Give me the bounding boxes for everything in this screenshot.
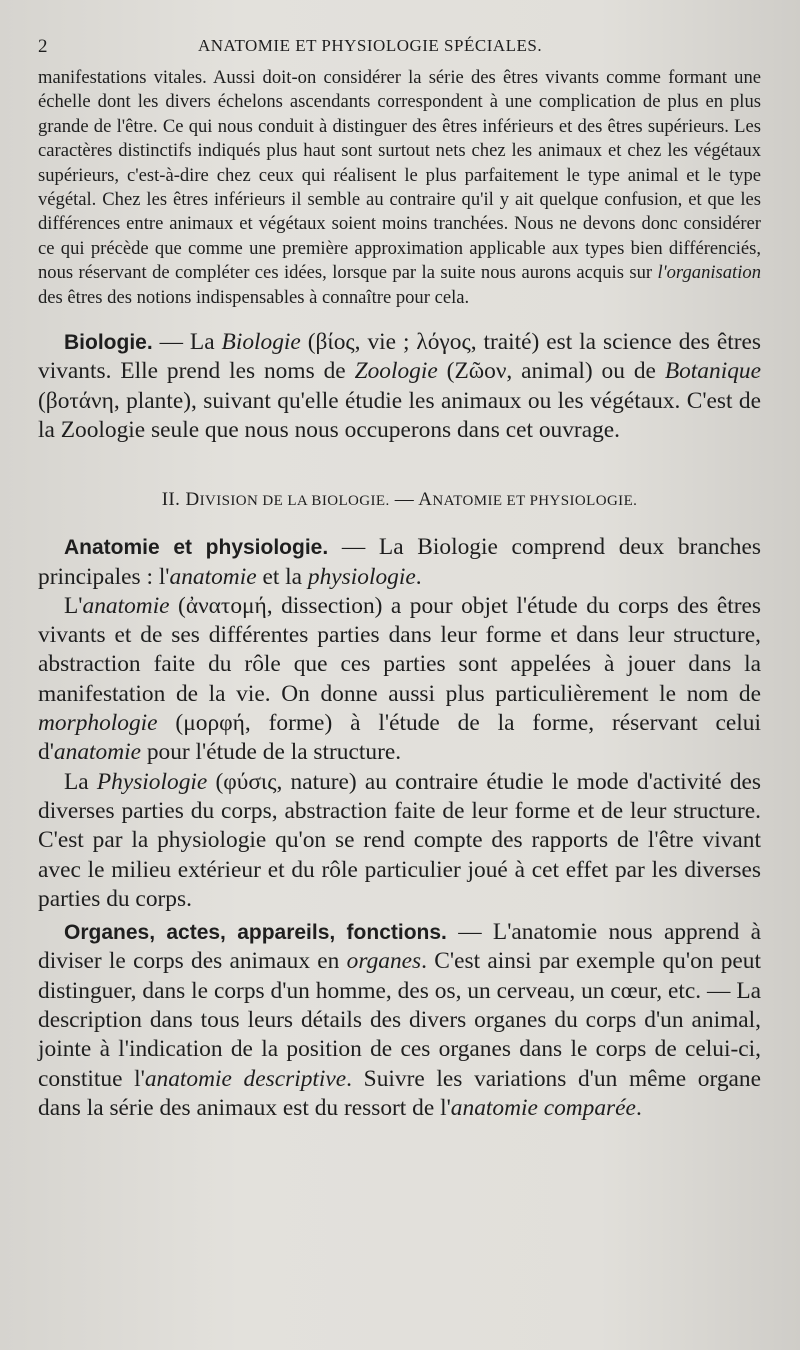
section-title-rest: IVISION DE LA BIOLOGIE. bbox=[199, 493, 390, 510]
page-content bbox=[38, 66, 761, 1123]
section-title bbox=[38, 489, 761, 511]
section-title-initial: A bbox=[418, 489, 433, 511]
paragraph-text: . Suivre les variations d'un même organe dans la série des animaux est du ressort de l' bbox=[38, 1065, 761, 1121]
paragraph-text: (μορφή, forme) à l'étude de la forme, réservant celui d' bbox=[38, 710, 761, 766]
paragraph-anatomie-et-physiologie bbox=[38, 533, 761, 592]
paragraph-text: L' bbox=[64, 592, 83, 619]
paragraph-text: (ἀνατομή, dissection) a pour objet l'étude du corps des êtres vivants et de ses différentes parties dans leur forme et dans leur structure, abstraction faite du rôle que ces parties sont appelées à jouer dans la manifestation de la vie. On donne aussi plus particulièrement le nom de bbox=[38, 592, 761, 707]
paragraph-organes bbox=[38, 918, 761, 1123]
paragraph-text: . C'est ainsi par exemple qu'on peut distinguer, dans le corps d'un homme, des os, un cerveau, un cœur, etc. — La description dans tous leurs détails des divers organes du corps d'un animal, jointe à l'indication de la position de ces organes dans le corps de celui-ci, constitue l' bbox=[38, 948, 761, 1092]
paragraph-text: — La Biologie comprend deux branches principales : l' bbox=[38, 534, 761, 590]
page-header bbox=[38, 36, 768, 62]
emphasis-text: anatomie comparée bbox=[450, 1094, 636, 1121]
emphasis-text: anatomie bbox=[82, 592, 170, 619]
emphasis-text: l'organisation bbox=[657, 262, 761, 284]
section-number: II. bbox=[161, 489, 186, 511]
paragraph-text: La bbox=[64, 768, 97, 795]
paragraph-text: et la bbox=[256, 563, 308, 590]
paragraph-text: pour l'étude de la structure. bbox=[140, 739, 402, 766]
paragraph-text: — L'anatomie nous apprend à diviser le corps des animaux en bbox=[38, 919, 761, 975]
run-in-heading: Biologie. bbox=[64, 331, 153, 355]
running-head: ANATOMIE ET PHYSIOLOGIE SPÉCIALES. bbox=[198, 36, 543, 55]
emphasis-text: anatomie bbox=[169, 563, 257, 590]
emphasis-text: organes bbox=[346, 948, 422, 975]
paragraph-biologie bbox=[38, 328, 761, 445]
paragraph-text: (φύσις, nature) au contraire étudie le mode d'activité des diverses parties du corps, abstraction faite de leur forme et de leur structure. C'est par la physiologie qu'on se rend compte des rapports de l'être vivant avec le milieu extérieur et du rôle particulier joué à cet effet par les diverses parties du corps. bbox=[38, 768, 761, 912]
emphasis-text: Botanique bbox=[664, 358, 761, 385]
paragraph-text: manifestations vitales. Aussi doit-on considérer la série des êtres vivants comme formant une échelle dont les divers échelons ascendants correspondent à une complication de plus en plus grande de l'être. Ce qui nous conduit à distinguer des êtres inférieurs et des êtres supérieurs. Les caractères distinctifs indiqués plus haut sont surtout nets chez les animaux et chez les végétaux supérieurs, c'est-à-dire chez ceux qui réalisent le plus parfaitement le type animal et le type végétal. Chez les êtres inférieurs il semble au contraire qu'il y ait quelque confusion, et que les différences entre animaux et végétaux soient moins tranchées. Nous ne devons donc considérer ce qui précède que comme une première approximation applicable aux types bien différenciés, nous réservant de compléter ces idées, lorsque par la suite nous aurons acquis sur bbox=[38, 67, 761, 284]
run-in-heading: Organes, actes, appareils, fonctions. bbox=[64, 921, 447, 945]
paragraph-text: des êtres des notions indispensables à connaître pour cela. bbox=[38, 286, 470, 308]
section-title-dash: — bbox=[389, 489, 419, 511]
paragraph-text: . bbox=[415, 563, 422, 590]
paragraph-text: (βοτάνη, plante), suivant qu'elle étudie les animaux ou les végétaux. C'est de la Zoologie seule que nous nous occuperons dans cet ouvrage. bbox=[38, 387, 761, 443]
paragraph-vital-manifestations bbox=[38, 66, 761, 310]
emphasis-text: anatomie descriptive bbox=[144, 1065, 347, 1092]
emphasis-text: anatomie bbox=[53, 739, 141, 766]
emphasis-text: physiologie bbox=[307, 563, 416, 590]
paragraph-text: (Ζῶον, animal) ou de bbox=[437, 358, 665, 385]
section-title-initial: D bbox=[185, 489, 200, 511]
page-number: 2 bbox=[38, 36, 48, 57]
paragraph-text: (βίος, vie ; λόγος, traité) est la science des êtres vivants. Elle prend les noms de bbox=[38, 329, 761, 385]
emphasis-text: Biologie bbox=[221, 329, 301, 356]
run-in-heading: Anatomie et physiologie. bbox=[64, 536, 329, 560]
paragraph-anatomie bbox=[38, 592, 761, 768]
emphasis-text: Physiologie bbox=[96, 768, 208, 795]
paragraph-physiologie bbox=[38, 768, 761, 914]
emphasis-text: morphologie bbox=[38, 710, 158, 737]
emphasis-text: Zoologie bbox=[354, 358, 438, 385]
paragraph-text: . bbox=[635, 1094, 642, 1121]
section-title-rest: NATOMIE ET PHYSIOLOGIE. bbox=[432, 493, 638, 510]
paragraph-text: — La bbox=[152, 329, 222, 356]
